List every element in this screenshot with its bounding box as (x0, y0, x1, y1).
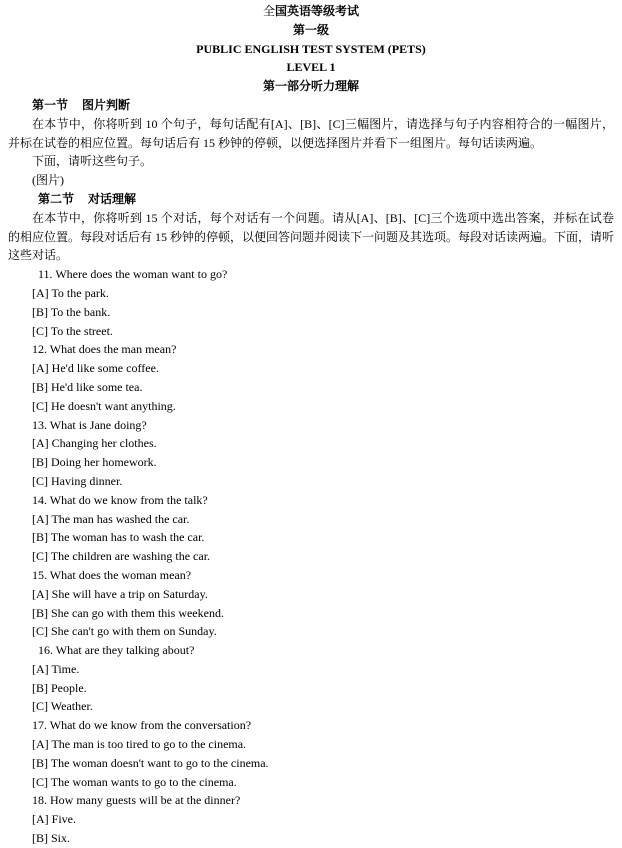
question-14 (8, 491, 614, 566)
option-b: [B] The woman doesn't want to go to the cinema. (32, 755, 269, 770)
option-b: [B] To the bank. (32, 304, 111, 319)
option-a: [A] The man has washed the car. (32, 511, 190, 526)
question-18 (8, 791, 614, 847)
question-stem: 17. What do we know from the conversation? (32, 718, 252, 733)
question-stem: 13. What is Jane doing? (32, 417, 147, 432)
option-b: [B] The woman has to wash the car. (32, 530, 205, 545)
level-en: LEVEL 1 (286, 60, 336, 75)
option-c: [C] Weather. (32, 699, 93, 714)
option-c: [C] Having dinner. (32, 473, 123, 488)
option-c: [C] He doesn't want anything. (32, 398, 176, 413)
question-16 (8, 641, 614, 716)
option-b: [B] She can go with them this weekend. (32, 605, 224, 620)
part-title: 第一部分听力理解 (262, 79, 359, 94)
system-name: PUBLIC ENGLISH TEST SYSTEM (PETS) (196, 41, 426, 56)
option-a: [A] Time. (32, 661, 80, 676)
option-c: [C] The children are washing the car. (32, 549, 211, 564)
exam-title-prefix: 全 (262, 4, 275, 18)
section2-heading (8, 190, 614, 209)
option-a: [A] Changing her clothes. (32, 436, 157, 451)
option-b: [B] Doing her homework. (32, 455, 157, 470)
option-a: [A] To the park. (32, 285, 109, 300)
question-stem: 15. What does the woman mean? (32, 567, 192, 582)
section1-heading (8, 96, 614, 115)
option-c: [C] To the street. (32, 323, 113, 338)
question-stem: 12. What does the man mean? (32, 342, 177, 357)
question-stem: 14. What do we know from the talk? (32, 492, 208, 507)
pictures-note: (图片) (32, 173, 64, 188)
question-12 (8, 340, 614, 415)
level-cn: 第一级 (292, 22, 329, 37)
question-11 (8, 265, 614, 340)
section1-listen-prompt: 下面，请听这些句子。 (32, 154, 153, 169)
option-b: [B] People. (32, 680, 87, 695)
section2-instructions: 在本节中，你将听到 15 个对话，每个对话有一个问题。请从[A]、[B]、[C]三个选项中选出答案，并标在试卷的相应位置。每段对话后有 15 秒钟的停顿，以便回答问题并阅读下一问题及其选项。每段对话读两遍。下面，请听这些对话。 (8, 210, 615, 263)
question-13 (8, 416, 614, 491)
question-17 (8, 716, 614, 791)
option-a: [A] He'd like some coffee. (32, 361, 159, 376)
question-15 (8, 566, 614, 641)
option-a: [A] She will have a trip on Saturday. (32, 586, 208, 601)
option-a: [A] Five. (32, 812, 76, 827)
section1-number: 第一节 (32, 97, 69, 112)
option-c: [C] She can't go with them on Sunday. (32, 624, 217, 639)
option-b: [B] He'd like some tea. (32, 379, 143, 394)
exam-title (8, 2, 614, 21)
option-c: [C] The woman wants to go to the cinema. (32, 774, 237, 789)
section2-name: 对话理解 (88, 191, 137, 206)
option-a: [A] The man is too tired to go to the cinema. (32, 737, 247, 752)
option-b: [B] Six. (32, 831, 71, 846)
question-stem: 18. How many guests will be at the dinner? (32, 793, 241, 808)
section2-number: 第二节 (38, 191, 75, 206)
section1-instructions: 在本节中，你将听到 10 个句子，每句话配有[A]、[B]、[C]三幅图片，请选择与句子内容相符合的一幅图片，并标在试卷的相应位置。每句话后有 15 秒钟的停顿，以便选择图片并看下一组图片。每句话读两遍。 (8, 116, 614, 150)
section1-name: 图片判断 (82, 97, 131, 112)
question-stem: 16. What are they talking about? (38, 643, 195, 658)
exam-title-rest: 国英语等级考试 (275, 4, 360, 18)
question-stem: 11. Where does the woman want to go? (38, 267, 228, 282)
